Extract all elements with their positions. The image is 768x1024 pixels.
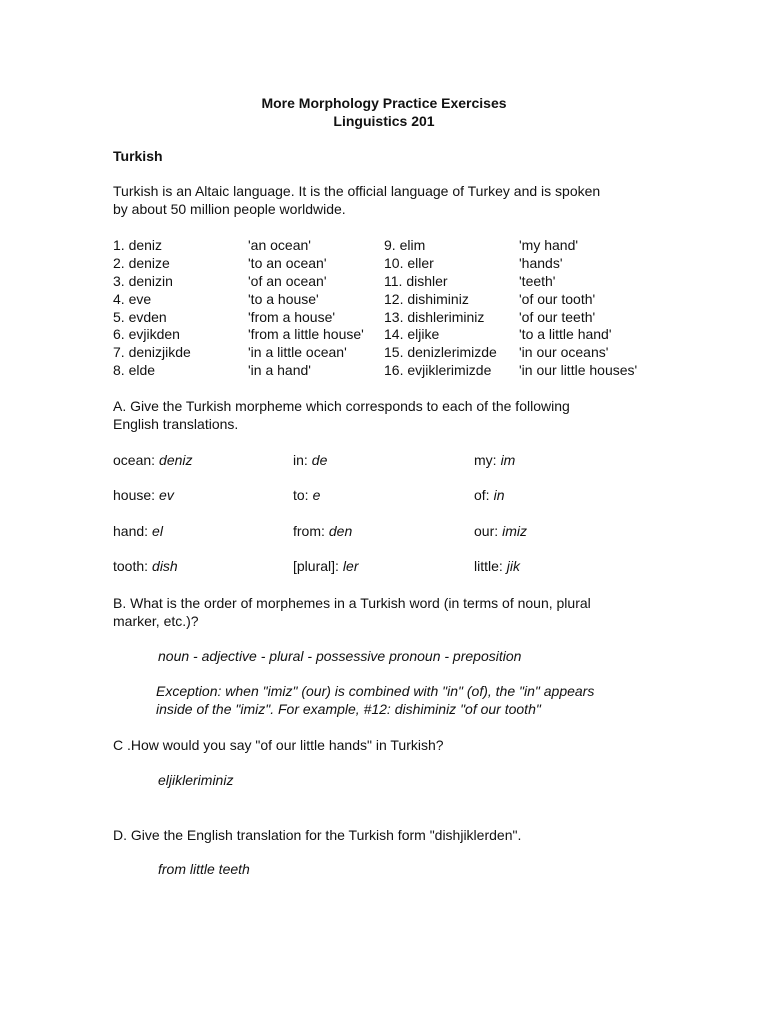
morpheme-label: our: bbox=[474, 522, 499, 539]
morpheme-answer: deniz bbox=[159, 452, 193, 468]
question-b-line: marker, etc.)? bbox=[113, 613, 199, 629]
turkish-word: 10. eller bbox=[384, 254, 434, 271]
morpheme-item bbox=[293, 451, 327, 469]
question-c bbox=[113, 736, 653, 754]
morpheme-answer: jik bbox=[506, 557, 521, 574]
english-gloss: 'in a hand' bbox=[248, 362, 311, 379]
morpheme-item bbox=[474, 522, 527, 540]
morpheme-answer: im bbox=[500, 452, 516, 468]
answer-d: from little teeth bbox=[158, 861, 250, 877]
english-gloss: 'to a little hand' bbox=[519, 326, 612, 343]
morpheme-item bbox=[113, 486, 174, 504]
morpheme-item bbox=[293, 522, 352, 540]
title-block bbox=[0, 94, 768, 130]
morpheme-label: to: bbox=[293, 487, 309, 504]
question-b bbox=[113, 594, 653, 630]
english-gloss: 'my hand' bbox=[519, 237, 579, 253]
english-gloss: 'of our teeth' bbox=[519, 308, 596, 325]
morpheme-item bbox=[474, 451, 515, 469]
turkish-word: 6. evjikden bbox=[113, 326, 180, 343]
morpheme-label: house: bbox=[113, 487, 156, 504]
english-gloss: 'from a little house' bbox=[248, 326, 364, 343]
turkish-word: 7. denizjikde bbox=[113, 344, 191, 361]
morpheme-answer: dish bbox=[152, 557, 178, 574]
morpheme-answer: in bbox=[493, 487, 505, 504]
turkish-word: 2. denize bbox=[113, 254, 170, 271]
turkish-word: 15. denizlerimizde bbox=[384, 344, 497, 361]
question-d-line: D. Give the English translation for the Turkish form "dishjiklerden". bbox=[113, 827, 522, 843]
morpheme-label: of: bbox=[474, 487, 490, 504]
question-c-line: C .How would you say "of our little hands" in Turkish? bbox=[113, 737, 444, 753]
turkish-word: 4. eve bbox=[113, 290, 152, 307]
morpheme-item bbox=[474, 486, 504, 504]
morpheme-item bbox=[474, 557, 520, 575]
morpheme-item bbox=[113, 522, 163, 540]
turkish-word: 5. evden bbox=[113, 308, 167, 325]
course-name: Linguistics 201 bbox=[333, 113, 435, 129]
morpheme-item bbox=[113, 451, 193, 469]
morpheme-label: in: bbox=[293, 452, 308, 468]
intro-line: Turkish is an Altaic language. It is the official language of Turkey and is spoken bbox=[113, 183, 601, 199]
morpheme-item bbox=[113, 557, 178, 575]
english-gloss: 'in a little ocean' bbox=[248, 344, 347, 361]
document-title: More Morphology Practice Exercises bbox=[261, 95, 507, 111]
english-gloss: 'in our oceans' bbox=[519, 344, 609, 361]
morpheme-item bbox=[293, 486, 320, 504]
turkish-word: 14. eljike bbox=[384, 326, 440, 343]
english-gloss: 'in our little houses' bbox=[519, 362, 638, 379]
english-gloss: 'teeth' bbox=[519, 272, 556, 289]
morpheme-answer: ev bbox=[159, 487, 174, 504]
english-gloss: 'to a house' bbox=[248, 290, 319, 307]
morpheme-label: little: bbox=[474, 557, 503, 574]
english-gloss: 'from a house' bbox=[248, 308, 336, 325]
morpheme-answer: imiz bbox=[502, 522, 528, 539]
turkish-word: 11. dishler bbox=[384, 272, 448, 289]
turkish-word: 13. dishleriminiz bbox=[384, 308, 485, 325]
english-gloss: 'an ocean' bbox=[248, 237, 311, 253]
turkish-word: 3. denizin bbox=[113, 272, 173, 289]
morpheme-label: my: bbox=[474, 452, 497, 468]
exception-line: inside of the "imiz". For example, #12: dishiminiz "of our tooth" bbox=[156, 701, 541, 717]
english-gloss: 'hands' bbox=[519, 254, 563, 271]
morpheme-answer: den bbox=[328, 522, 353, 539]
answer-b: noun - adjective - plural - possessive pronoun - preposition bbox=[158, 648, 522, 664]
english-gloss: 'to an ocean' bbox=[248, 254, 327, 271]
morpheme-answer: de bbox=[311, 452, 328, 468]
answer-c: eljikleriminiz bbox=[158, 772, 234, 788]
question-b-line: B. What is the order of morphemes in a Turkish word (in terms of noun, plural bbox=[113, 595, 591, 611]
question-a-line: A. Give the Turkish morpheme which corresponds to each of the following bbox=[113, 398, 570, 414]
morpheme-label: ocean: bbox=[113, 452, 156, 468]
morpheme-label: tooth: bbox=[113, 557, 149, 574]
morpheme-answer: ler bbox=[342, 557, 359, 574]
intro-paragraph bbox=[113, 182, 653, 218]
question-a bbox=[113, 397, 653, 433]
english-gloss: 'of an ocean' bbox=[248, 272, 327, 289]
section-heading: Turkish bbox=[113, 148, 163, 164]
morpheme-label: hand: bbox=[113, 522, 149, 539]
morpheme-answer: e bbox=[312, 487, 321, 504]
turkish-word: 12. dishiminiz bbox=[384, 290, 469, 307]
intro-line: by about 50 million people worldwide. bbox=[113, 201, 346, 217]
morpheme-answer: el bbox=[152, 522, 163, 539]
turkish-word: 1. deniz bbox=[113, 237, 163, 253]
question-d bbox=[113, 826, 653, 844]
turkish-word: 8. elde bbox=[113, 362, 156, 379]
morpheme-item bbox=[293, 557, 358, 575]
morpheme-label: [plural]: bbox=[293, 557, 339, 574]
question-a-line: English translations. bbox=[113, 416, 239, 432]
exception-note bbox=[156, 682, 594, 718]
turkish-word: 9. elim bbox=[384, 237, 426, 253]
exception-line: Exception: when "imiz" (our) is combined with "in" (of), the "in" appears bbox=[156, 683, 595, 699]
turkish-word: 16. evjiklerimizde bbox=[384, 362, 492, 379]
english-gloss: 'of our tooth' bbox=[519, 290, 596, 307]
morpheme-label: from: bbox=[293, 522, 325, 539]
